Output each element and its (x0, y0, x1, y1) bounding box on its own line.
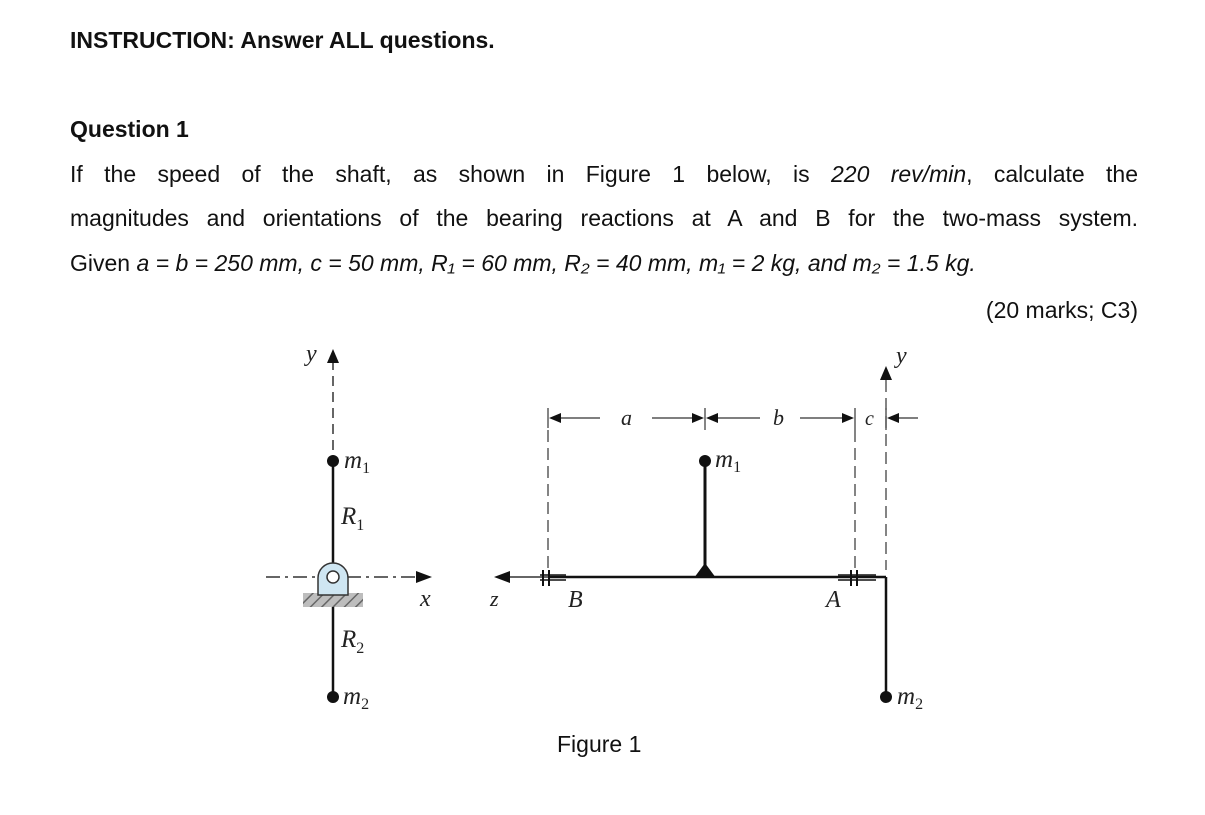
side-view-m1-label: $m_1$ (715, 446, 742, 476)
end-view-m1-dot (327, 455, 339, 467)
z-arrow-icon (494, 571, 510, 583)
dimension-c (886, 408, 918, 430)
side-view-m1-dot (699, 455, 711, 467)
shaft-speed: 220 rev/min (831, 161, 967, 187)
marks-label: (20 marks; C3) (985, 297, 1138, 323)
end-view-y-arrow-icon (327, 349, 339, 363)
side-view-m2-dot (880, 691, 892, 703)
question-line-1-pre: If the speed of the shaft, as shown in Figure 1 below, is (70, 161, 831, 187)
figure-caption: Figure 1 (557, 731, 642, 757)
question-line-3-pre: Given (70, 250, 137, 276)
question-title: Question 1 (70, 116, 189, 142)
z-axis-label: z (490, 586, 499, 611)
instruction-heading: INSTRUCTION: Answer ALL questions. (70, 27, 495, 53)
m1-arm-fillet (694, 563, 716, 578)
end-view-r2-label: $R_2$ (341, 626, 365, 657)
question-line-2-text: magnitudes and orientations of the bearing reactions at A and B for the two-mass system. (70, 205, 1138, 231)
bearing-a-label: A (826, 587, 841, 613)
end-view-m1-label: $m_1$ (344, 447, 371, 477)
dimension-b-label: b (773, 405, 784, 430)
end-view-x-label: x (420, 586, 431, 612)
dimension-a-label: a (621, 405, 632, 430)
end-view (266, 341, 432, 713)
side-view-m2-label: $m_2$ (897, 683, 924, 713)
given-values: a = b = 250 mm, c = 50 mm, R₁ = 60 mm, R₂ = 40 mm, m₁ = 2 kg, and m₂ = 1.5 kg. (136, 250, 976, 276)
side-view-y-arrow-icon (880, 366, 892, 380)
end-view-r1-label: $R_1$ (341, 503, 365, 534)
side-view (489, 343, 923, 713)
end-view-x-arrow-icon (416, 571, 432, 583)
dimension-c-label: c (865, 408, 874, 430)
question-line-1-post: , calculate the (966, 161, 1138, 187)
end-view-m2-label: $m_2$ (343, 683, 370, 713)
end-view-y-label: y (306, 341, 317, 367)
end-view-m2-dot (327, 691, 339, 703)
shaft-center-icon (327, 571, 339, 583)
bearing-b-label: B (568, 587, 583, 613)
side-view-y-label: y (896, 343, 907, 369)
